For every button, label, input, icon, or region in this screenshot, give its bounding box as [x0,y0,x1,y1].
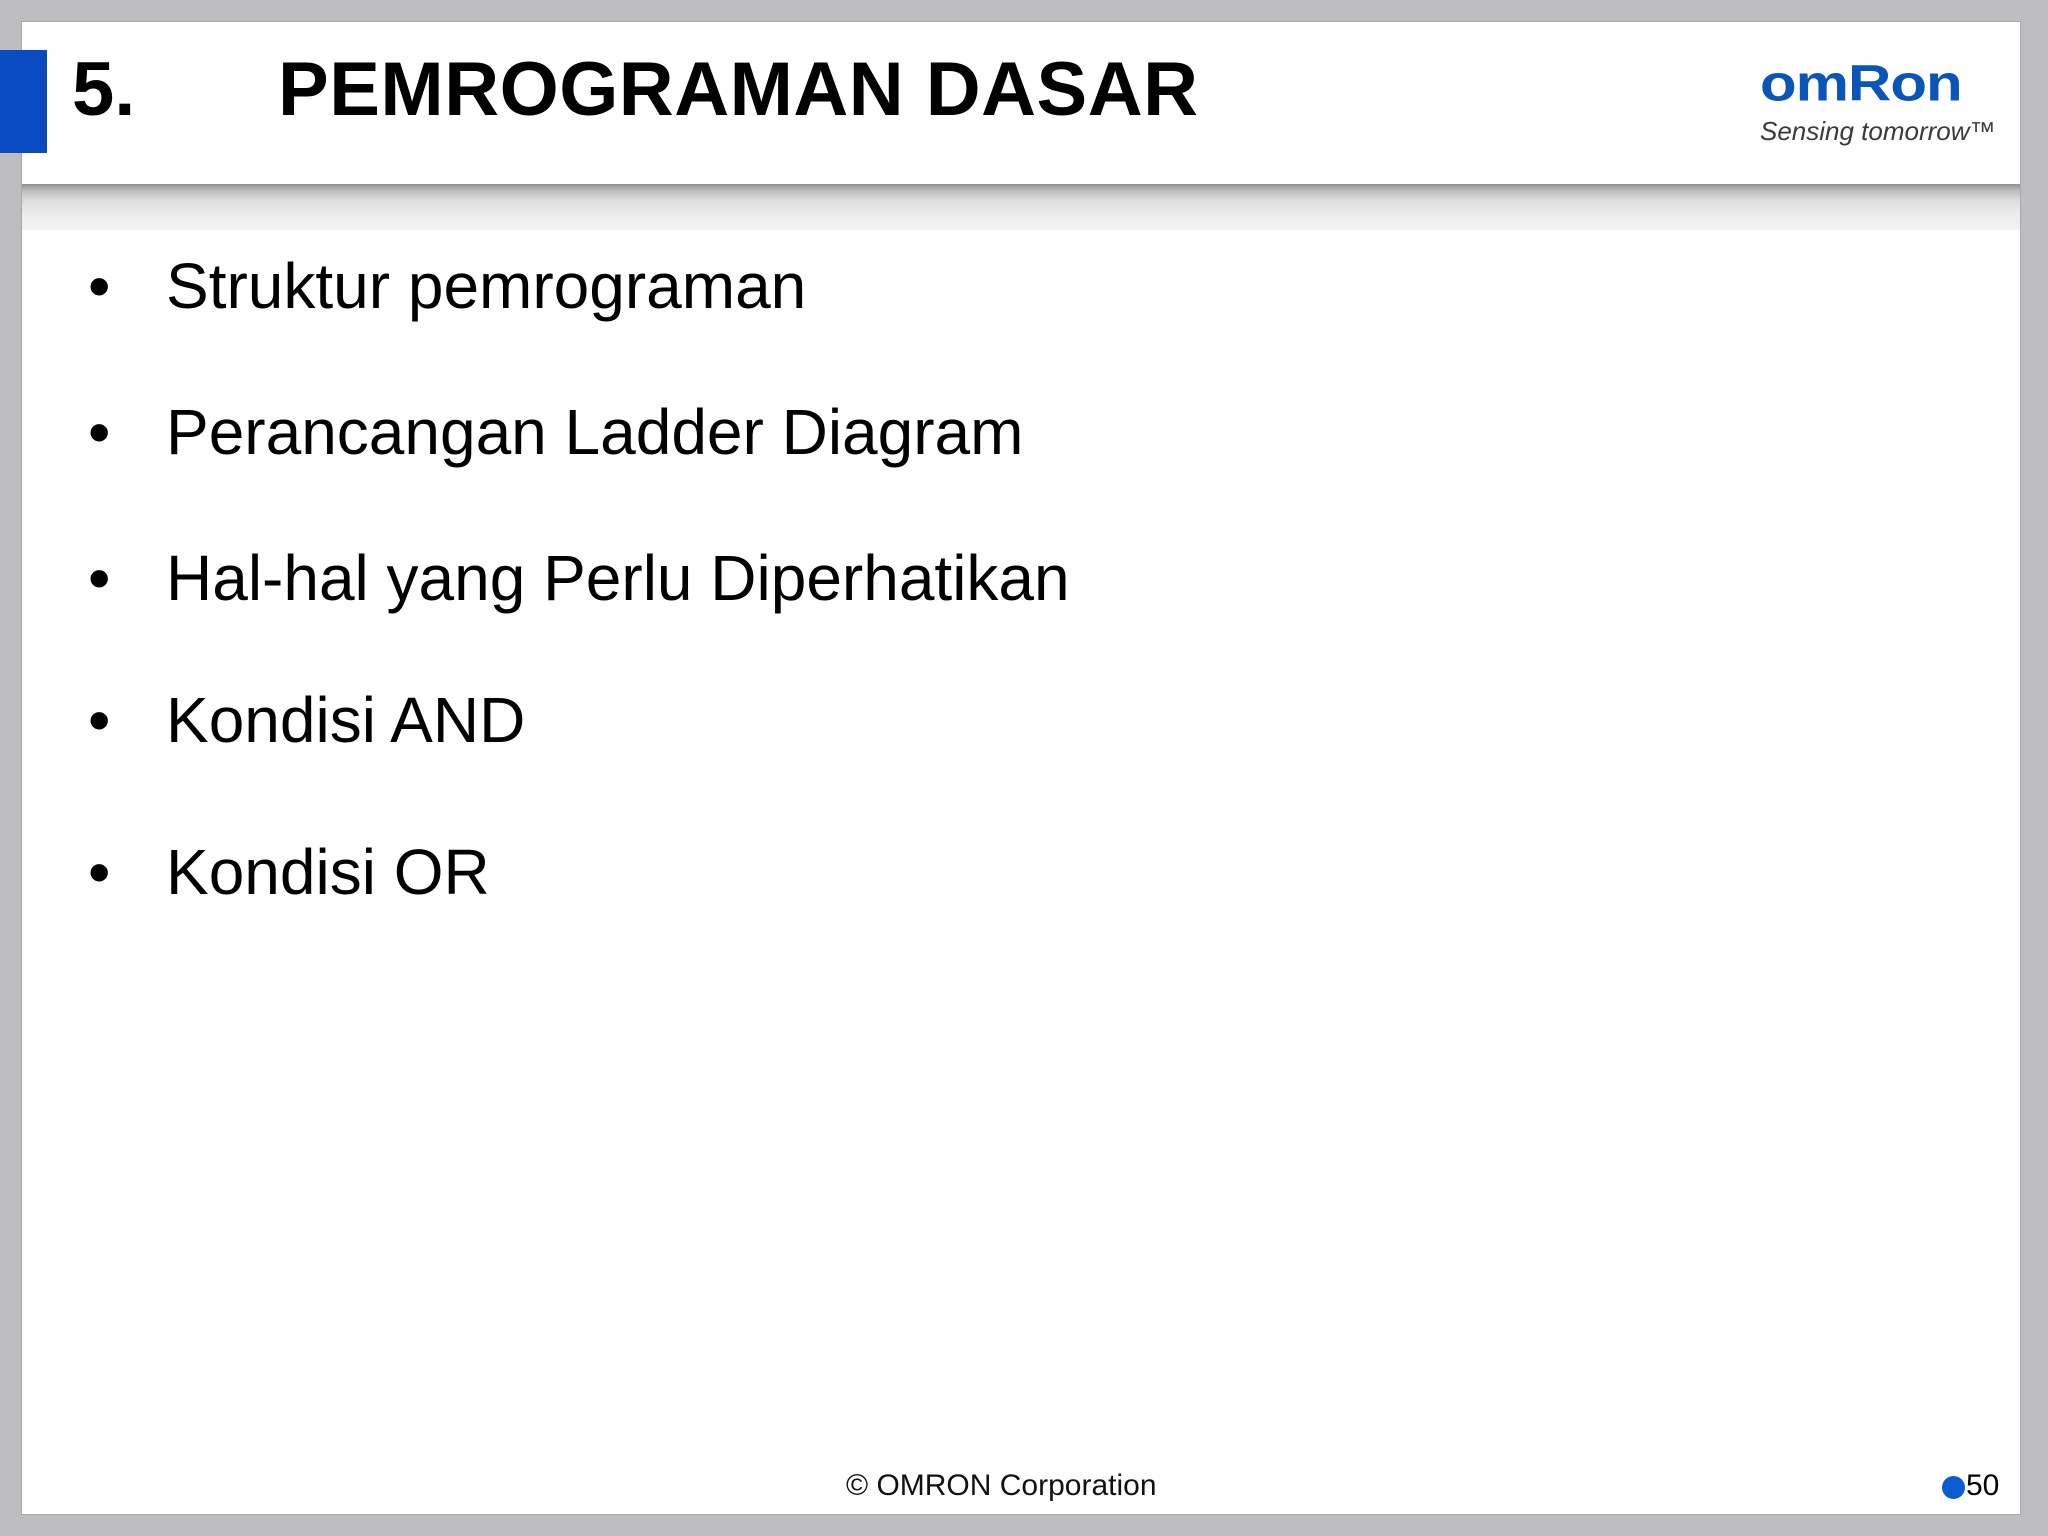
logo-tagline: Sensing tomorrow™ [1760,116,1996,146]
list-item-text: Kondisi OR [166,836,490,908]
logo-wordmark: omRon [1760,54,1962,112]
list-item [88,396,1070,468]
footer-copyright: © OMRON Corporation [846,1469,1157,1502]
slide-title: PEMROGRAMAN DASAR [278,47,1199,132]
list-item-text: Kondisi AND [166,684,526,756]
page-marker-icon [1942,1476,1965,1499]
title-accent-bar [0,50,47,153]
slide [22,22,2020,1514]
list-item [88,684,1070,756]
section-number: 5. [72,47,136,132]
list-item-text: Struktur pemrograman [166,250,807,322]
bullet-icon: • [88,396,111,468]
list-item [88,542,1070,614]
list-item-text: Perancangan Ladder Diagram [166,396,1024,468]
bullet-list [88,250,1070,908]
list-item [88,250,1070,322]
page-number: 50 [1966,1469,2000,1502]
bullet-icon: • [88,684,111,756]
omron-logo [1760,54,2010,146]
bullet-icon: • [88,542,111,614]
bullet-icon: • [88,250,111,322]
bullet-icon: • [88,836,111,908]
list-item-text: Hal-hal yang Perlu Diperhatikan [166,542,1070,614]
header-divider [22,184,2020,230]
list-item [88,836,1070,908]
